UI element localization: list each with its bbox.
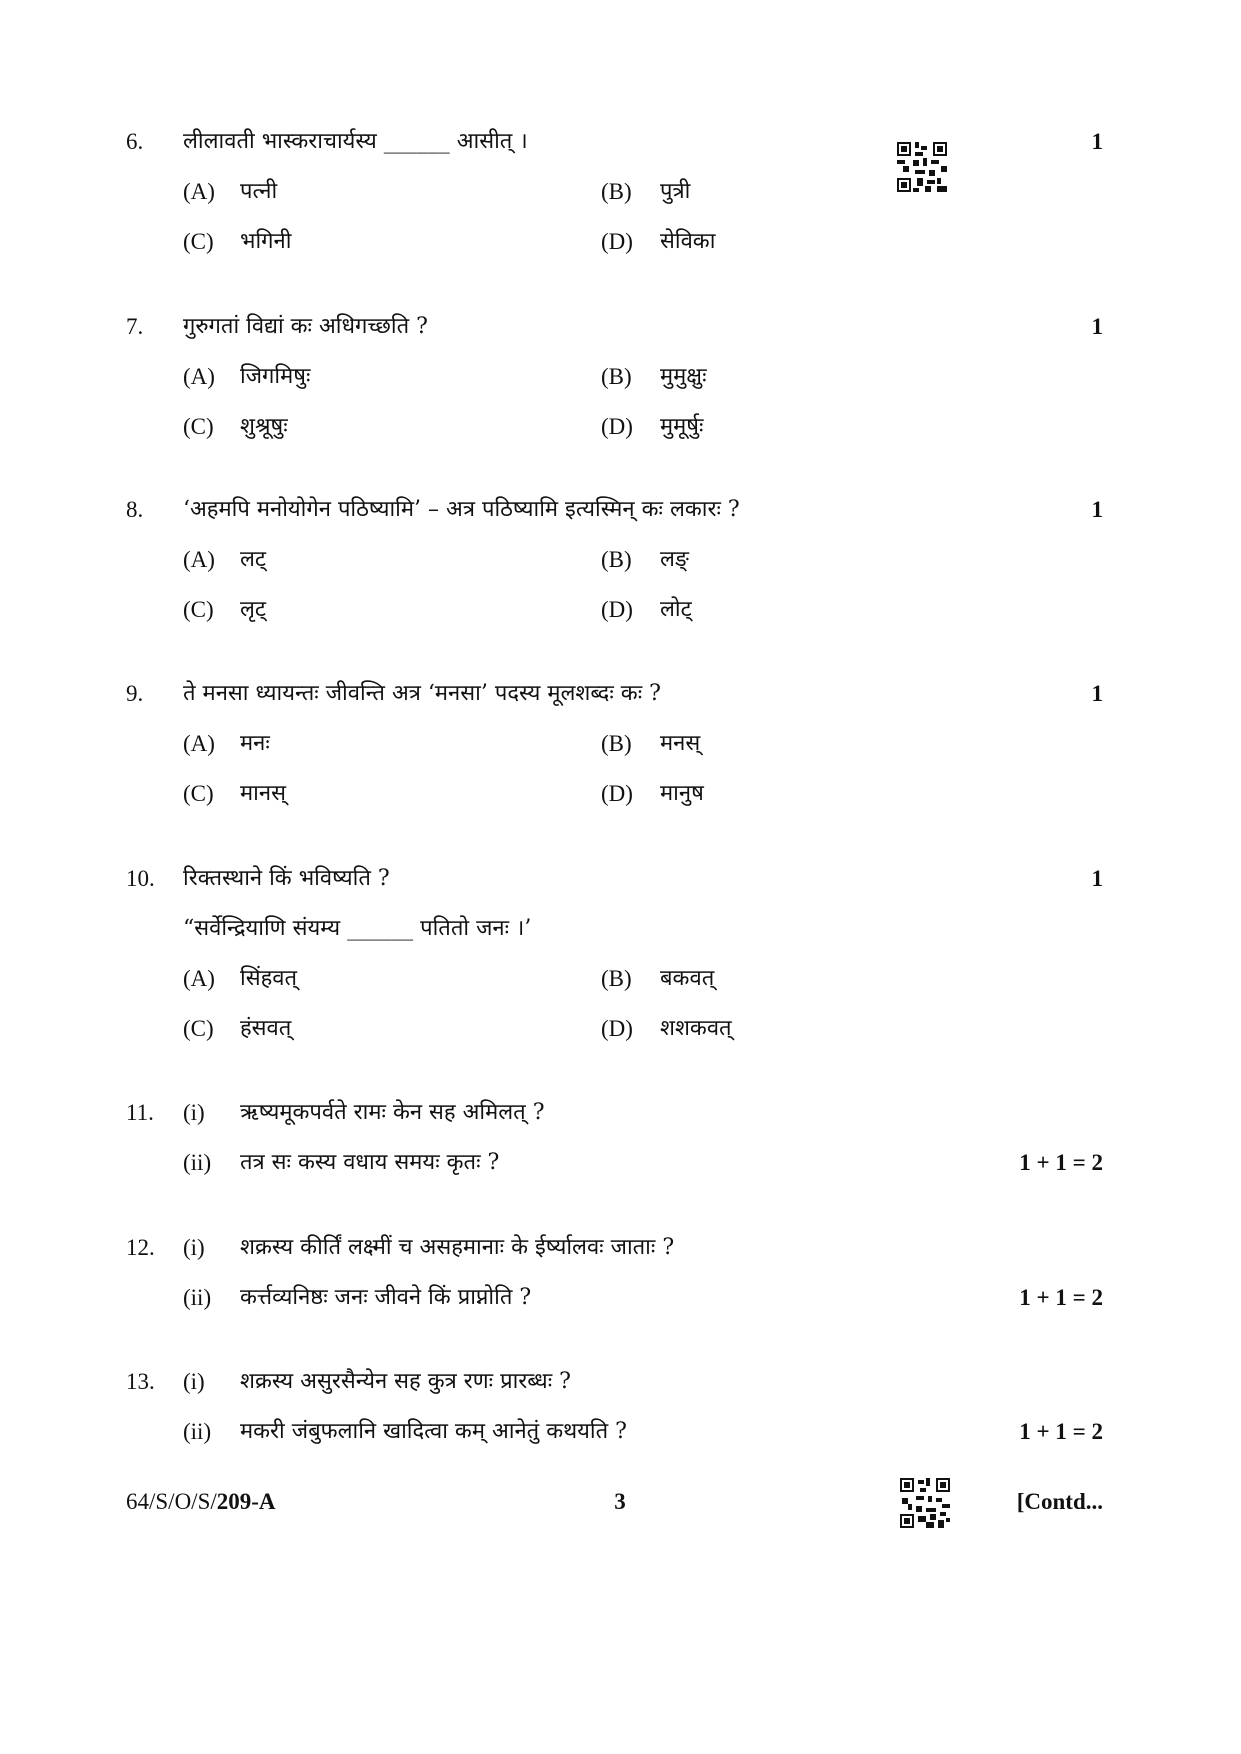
question-marks: 1 + 1 = 2 [1019,1285,1103,1310]
option-label: (C) [183,1016,214,1041]
sub-question-text: ऋष्यमूकपर्वते रामः केन सह अमिलत् ? [240,1100,545,1125]
option-text: मानुष [660,781,704,806]
question-number: 13. [126,1369,155,1394]
question-number: 6. [126,129,144,154]
option-text: सिंहवत् [240,966,298,991]
option-text: मनः [240,731,270,756]
question-text: ‘अहमपि मनोयोगेन पठिष्यामि’ – अत्र पठिष्यामि इत्यस्मिन् कः लकारः ? [183,497,740,522]
option-text: शुश्रूषुः [240,414,288,439]
option-label: (A) [183,364,215,389]
option-label: (A) [183,731,215,756]
sub-question-label: (i) [183,1235,205,1260]
sub-question-label: (ii) [183,1150,212,1175]
continued-label: [Contd... [1016,1489,1103,1514]
option-label: (D) [601,597,633,622]
question-marks: 1 + 1 = 2 [1019,1419,1103,1444]
option-label: (D) [601,229,633,254]
qr-code-icon [900,1478,950,1528]
option-label: (B) [601,731,632,756]
option-label: (C) [183,597,214,622]
option-label: (B) [601,179,632,204]
option-label: (D) [601,781,633,806]
option-label: (B) [601,364,632,389]
sub-question-text: शक्रस्य कीर्तिं लक्ष्मीं च असहमानाः के ईर्ष्यालवः जाताः ? [240,1235,675,1260]
exam-code-prefix: 64/S/O/S/ [126,1489,217,1514]
sub-question-text: मकरी जंबुफलानि खादित्वा कम् आनेतुं कथयति ? [240,1419,627,1444]
question-marks: 1 [1091,129,1103,154]
sub-question-label: (ii) [183,1419,212,1444]
option-text: बकवत् [660,966,715,991]
question-number: 9. [126,681,144,706]
option-text: मनस् [660,731,701,756]
option-text: लृट् [240,597,267,622]
question-number: 10. [126,866,155,891]
question-text: लीलावती भास्कराचार्यस्य ______ आसीत् । [183,129,528,154]
question-marks: 1 + 1 = 2 [1019,1150,1103,1175]
question-quote: “सर्वेन्द्रियाणि संयम्य ______ पतितो जनः ।’ [183,916,532,941]
question-text: गुरुगतां विद्यां कः अधिगच्छति ? [183,314,428,339]
sub-question-label: (i) [183,1369,205,1394]
option-label: (C) [183,229,214,254]
question-number: 8. [126,497,144,522]
exam-code [126,1482,276,1522]
option-text: मानस् [240,781,286,806]
exam-code-suffix: 209-A [216,1489,276,1514]
sub-question-text: शक्रस्य असुरसैन्येन सह कुत्र रणः प्रारब्धः ? [240,1369,571,1394]
page-number: 3 [614,1489,626,1514]
option-text: लट् [240,547,267,572]
option-label: (D) [601,1016,633,1041]
option-label: (C) [183,414,214,439]
option-text: हंसवत् [240,1016,292,1041]
question-text: रिक्तस्थाने किं भविष्यति ? [183,866,390,891]
option-label: (D) [601,414,633,439]
option-text: लङ् [660,547,689,572]
question-number: 7. [126,314,144,339]
question-number: 11. [126,1100,154,1125]
qr-code-icon [897,142,947,192]
option-text: मुमुक्षुः [660,364,707,389]
option-label: (B) [601,547,632,572]
option-text: जिगमिषुः [240,364,311,389]
question-marks: 1 [1091,681,1103,706]
sub-question-text: तत्र सः कस्य वधाय समयः कृतः ? [240,1150,500,1175]
option-label: (A) [183,547,215,572]
sub-question-label: (i) [183,1100,205,1125]
option-text: पुत्री [660,179,691,204]
option-text: लोट् [660,597,692,622]
option-text: भगिनी [240,229,292,254]
question-marks: 1 [1091,314,1103,339]
option-text: मुमूर्षुः [660,414,704,439]
question-marks: 1 [1091,497,1103,522]
question-marks: 1 [1091,866,1103,891]
sub-question-label: (ii) [183,1285,212,1310]
question-number: 12. [126,1235,155,1260]
option-text: शशकवत् [660,1016,732,1041]
option-label: (A) [183,179,215,204]
option-text: सेविका [660,229,716,254]
sub-question-text: कर्त्तव्यनिष्ठः जनः जीवने किं प्राप्नोति ? [240,1285,532,1310]
option-label: (C) [183,781,214,806]
question-text: ते मनसा ध्यायन्तः जीवन्ति अत्र ‘मनसा’ पदस्य मूलशब्दः कः ? [183,681,661,706]
option-label: (B) [601,966,632,991]
option-text: पत्नी [240,179,278,204]
option-label: (A) [183,966,215,991]
